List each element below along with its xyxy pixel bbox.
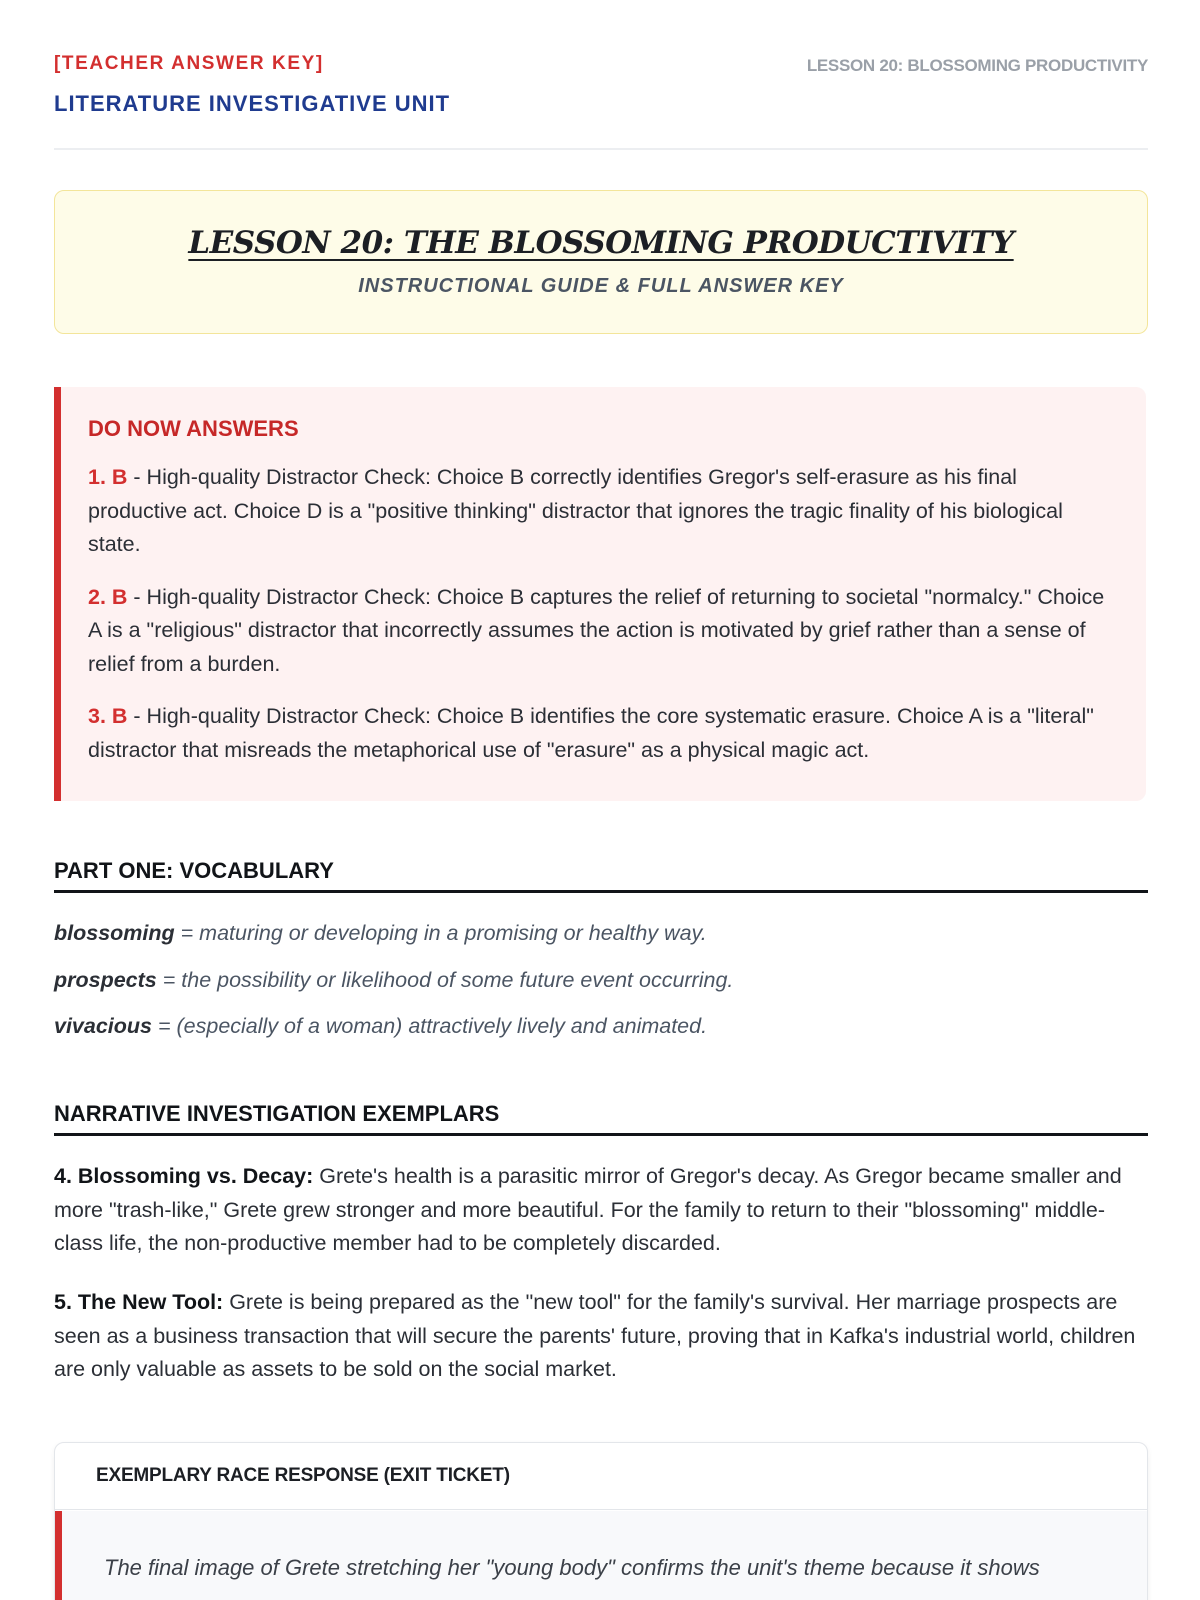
answer-item (88, 700, 1110, 767)
vocab-term: prospects (54, 968, 157, 992)
vocab-item (54, 1014, 707, 1039)
vocab-definition: = maturing or developing in a promising or healthy way. (174, 921, 707, 945)
do-now-heading: DO NOW ANSWERS (88, 416, 299, 441)
header (54, 0, 1148, 150)
exemplar-text: Grete's health is a parasitic mirror of Gregor's decay. As Gregor became smaller and more "trash-like," Grete grew stronger and more beautiful. For the family to return to their "blossoming" middle-class life, the non-productive member had to be completely discarded. (54, 1164, 1122, 1255)
exit-ticket-heading: EXEMPLARY RACE RESPONSE (EXIT TICKET) (55, 1443, 1147, 1510)
vocab-definition: = (especially of a woman) attractively lively and animated. (152, 1014, 708, 1038)
exemplar-label: 4. Blossoming vs. Decay: (54, 1164, 314, 1188)
answer-number: 2. B (88, 584, 128, 609)
answer-text: - High-quality Distractor Check: Choice B identifies the core systematic erasure. Choice A is a "literal" distractor that misreads the metaphorical use of "erasure" as a physical magic act. (88, 704, 1094, 762)
vocab-item (54, 921, 707, 946)
exemplar-label: 5. The New Tool: (54, 1290, 224, 1314)
exemplar-text: Grete is being prepared as the "new tool" for the family's survival. Her marriage prospects are seen as a business transaction that will secure the parents' future, proving that in Kafka's industrial world, children are only valuable as assets to be sold on the social market. (54, 1290, 1136, 1381)
narrative-heading: NARRATIVE INVESTIGATION EXEMPLARS (54, 1101, 1148, 1136)
teacher-key-badge: [TEACHER ANSWER KEY] (54, 53, 324, 74)
vocab-term: blossoming (54, 921, 175, 945)
page-title: LESSON 20: THE BLOSSOMING PRODUCTIVITY (188, 225, 1014, 261)
answer-item (88, 581, 1110, 682)
answer-text: - High-quality Distractor Check: Choice B captures the relief of returning to societal "normalcy." Choice A is a "religious" distractor that incorrectly assumes the action is motivated by grief rather than a sense of relief from a burden. (88, 584, 1105, 676)
vocab-term: vivacious (54, 1014, 152, 1038)
exit-ticket-response: The final image of Grete stretching her "young body" confirms the unit's theme because it shows (55, 1511, 1147, 1600)
exemplar-item (54, 1286, 1148, 1387)
title-box (54, 190, 1148, 334)
lesson-reference: LESSON 20: BLOSSOMING PRODUCTIVITY (806, 56, 1148, 75)
exemplar-item (54, 1160, 1148, 1261)
vocab-item (54, 968, 733, 993)
do-now-answers-box (54, 387, 1146, 801)
answer-number: 1. B (88, 465, 128, 489)
vocab-definition: = the possibility or likelihood of some future event occurring. (156, 968, 734, 992)
unit-title: LITERATURE INVESTIGATIVE UNIT (54, 91, 451, 116)
answer-text: - High-quality Distractor Check: Choice B correctly identifies Gregor's self-erasure as his final productive act. Choice D is a "positive thinking" distractor that ignores the tragic finality of his biological state. (88, 465, 1063, 556)
answer-number: 3. B (88, 704, 128, 728)
answer-item (88, 461, 1110, 562)
document (54, 0, 1148, 1580)
exit-ticket-card (54, 1442, 1148, 1600)
page-subtitle: INSTRUCTIONAL GUIDE & FULL ANSWER KEY (358, 275, 844, 297)
vocabulary-heading: PART ONE: VOCABULARY (54, 858, 1148, 893)
